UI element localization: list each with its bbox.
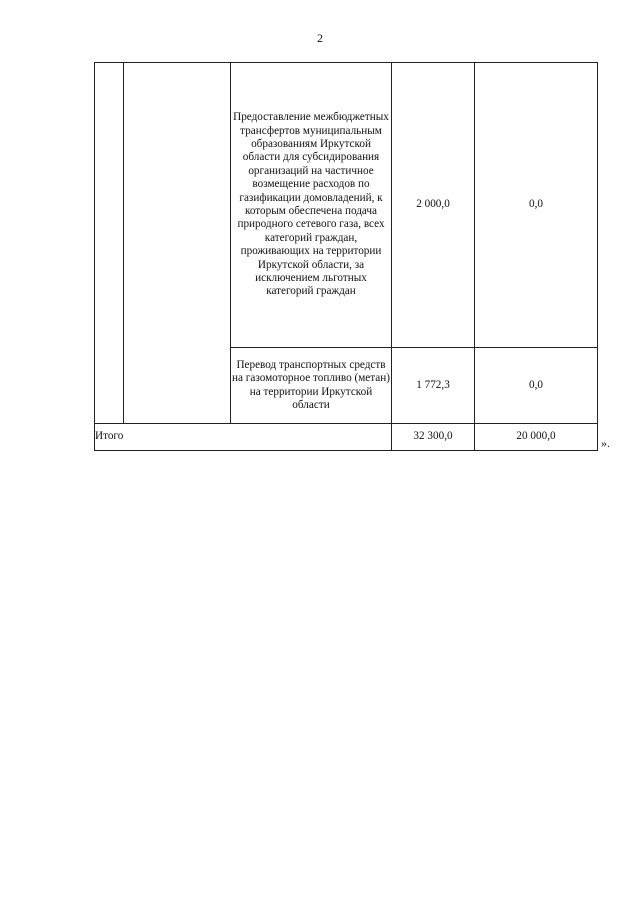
empty-cell [95,63,124,424]
row-value-2: 0,0 [475,63,598,348]
row-description: Предоставление межбюджетных трансфертов муниципальным образованиям Иркутской области для субсидирования организаций на частичное возмещение расходов по газификации домовладений, к которым обеспечена подача природного сетевого газа, всех категорий граждан, проживающих на территории Иркутской области, за исключением льготных категорий граждан [231,63,392,348]
row-value-2: 0,0 [475,348,598,424]
budget-table [94,62,598,451]
closing-quote-mark: ». [601,436,610,450]
row-value-1: 1 772,3 [392,348,475,424]
row-value-1: 2 000,0 [392,63,475,348]
total-row [95,424,598,451]
total-value-1: 32 300,0 [392,424,475,451]
table-row [95,63,598,348]
empty-cell [124,63,231,424]
row-description: Перевод транспортных средств на газомоторное топливо (метан) на территории Иркутской области [231,348,392,424]
page-number: 2 [317,31,323,45]
total-label: Итого [95,424,392,451]
total-value-2: 20 000,0 [475,424,598,451]
